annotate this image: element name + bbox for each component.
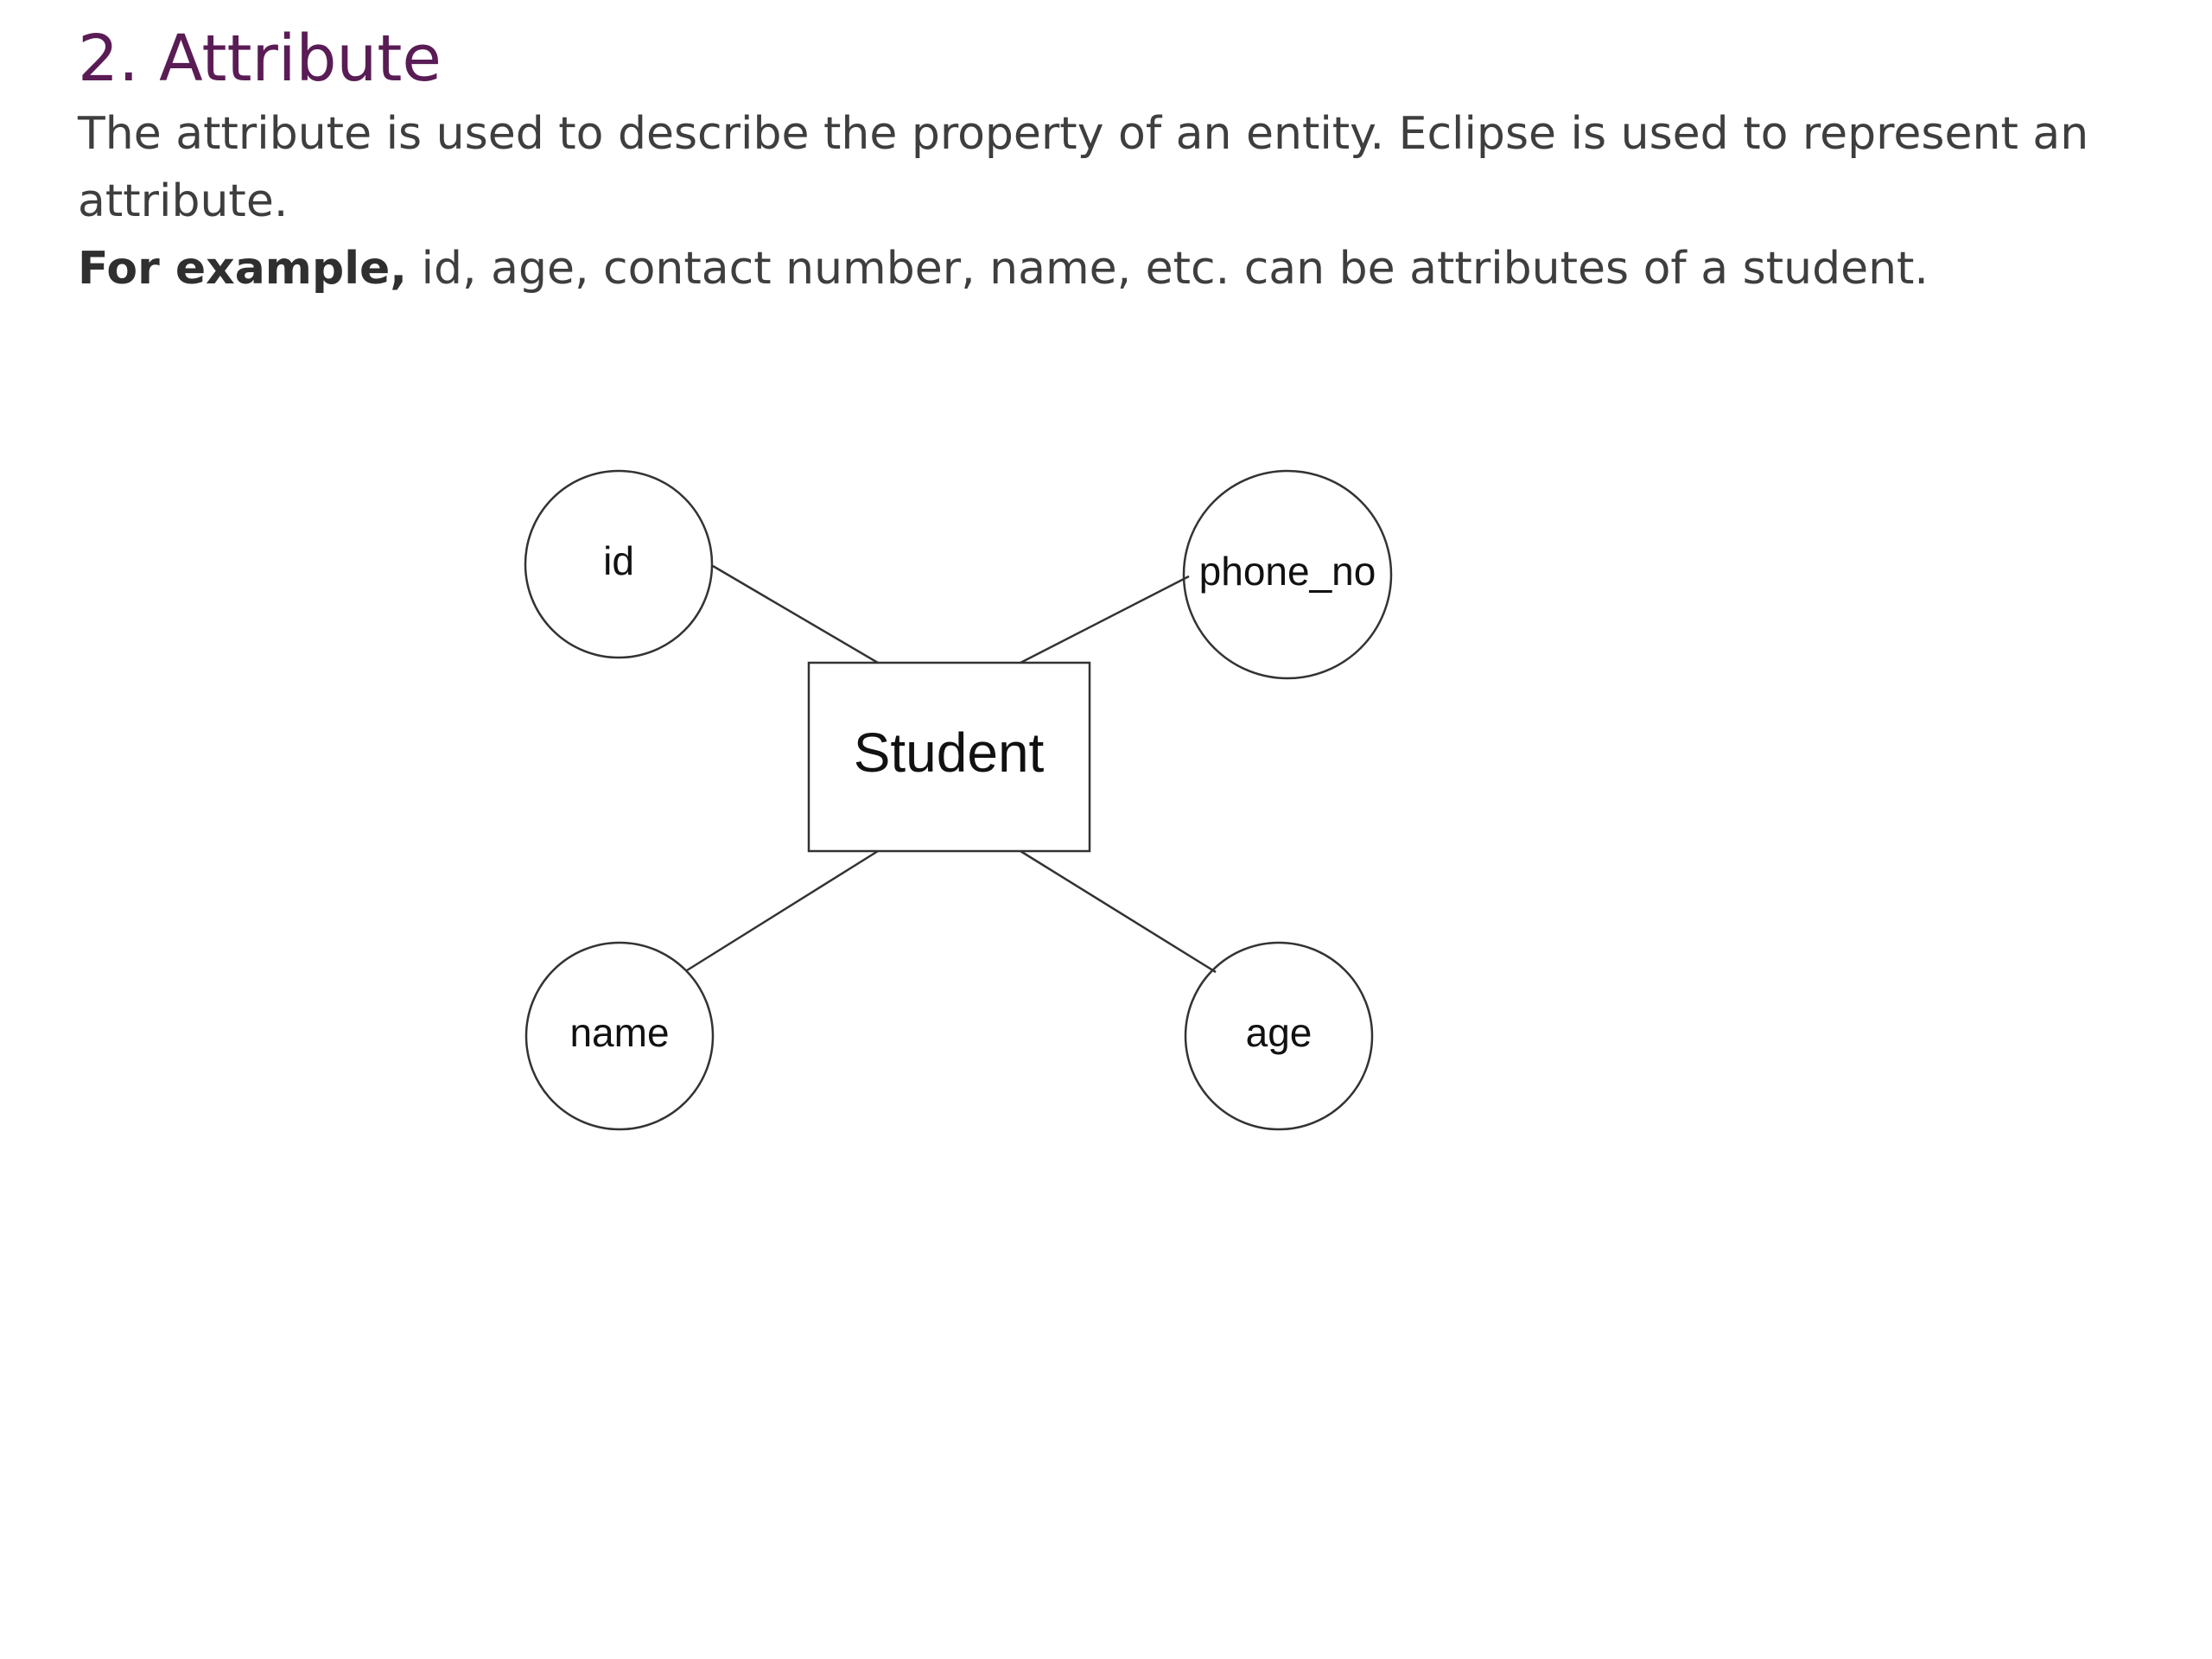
example-text: id, age, contact number, name, etc. can be attributes of a student. (407, 243, 1929, 295)
description-line-2: attribute. (78, 175, 289, 227)
connector-name (687, 851, 878, 970)
attribute-label-phone-no: phone_no (1198, 549, 1376, 594)
attribute-label-age: age (1245, 1010, 1313, 1056)
attribute-label-id: id (603, 538, 634, 584)
example-label: For example, (78, 243, 408, 295)
connector-age (1020, 851, 1216, 972)
description-line-1: The attribute is used to describe the property of an entity. Eclipse is used to represent an (78, 108, 2089, 160)
section-heading: 2. Attribute (78, 22, 442, 96)
attribute-label-name: name (569, 1010, 670, 1056)
connector-id (713, 566, 878, 663)
entity-label: Student (853, 721, 1045, 784)
connector-phone-no (1020, 576, 1189, 663)
